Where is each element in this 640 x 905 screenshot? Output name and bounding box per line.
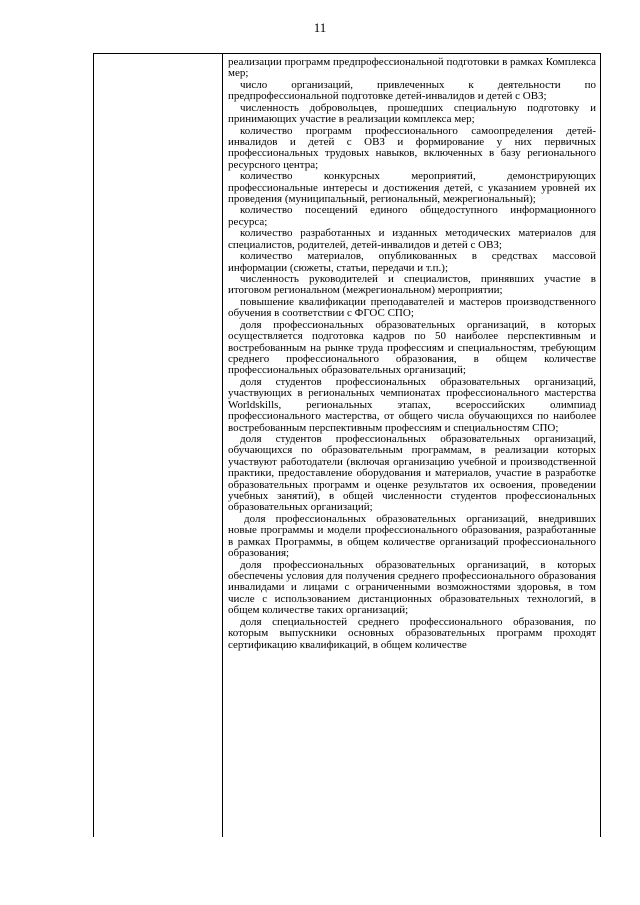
indicator-paragraph: количество посещений единого общедоступного информационного ресурса; — [228, 204, 596, 228]
indicator-paragraph: численность добровольцев, прошедших специальную подготовку и принимающих участие в реализации комплекса мер; — [228, 101, 596, 126]
indicator-paragraph: количество программ профессионального самоопределения детей-инвалидов и детей с ОВЗ и формирование у них первичных профессиональных трудовых навыков, включенных в базу регионального ресурсного центра; — [228, 124, 596, 171]
program-table — [93, 53, 601, 837]
indicator-paragraph: реализации программ предпрофессиональной подготовки в рамках Комплекса мер; — [228, 56, 596, 80]
indicator-paragraph: повышение квалификации преподавателей и мастеров производственного обучения в соответствии с ФГОС СПО; — [228, 295, 596, 320]
table-cell-indicators — [228, 57, 596, 651]
table-cell-left — [94, 54, 222, 837]
indicator-paragraph: количество конкурсных мероприятий, демонстрирующих профессиональные интересы и достижения детей, с указанием уровней их проведения (муниципальный, региональный, межрегиональный); — [228, 170, 596, 206]
indicator-paragraph: доля профессиональных образовательных организаций, внедривших новые программы и модели профессионального образования, разработанные в рамках Программы, в общем количестве организаций профессионального образования; — [228, 512, 596, 560]
indicator-paragraph: количество материалов, опубликованных в средствах массовой информации (сюжеты, статьи, передачи и т.п.); — [228, 250, 596, 274]
column-divider — [222, 54, 223, 837]
indicator-paragraph: численность руководителей и специалистов, принявших участие в итоговом региональном (межрегиональном) мероприятии; — [228, 273, 596, 297]
indicator-paragraph: доля профессиональных образовательных организаций, в которых обеспечены условия для получения среднего профессионального образования инвалидами и лицами с ограниченными возможностями здоровья, в том числе с использованием дистанционных образовательных технологий, в общем количестве таких организаций; — [228, 558, 596, 617]
page-number: 11 — [313, 20, 327, 35]
indicator-paragraph: число организаций, привлеченных к деятельности по предпрофессиональной подготовке детей-инвалидов и детей с ОВЗ; — [228, 78, 596, 103]
indicator-paragraph: доля студентов профессиональных образовательных организаций, участвующих в региональных чемпионатах профессионального мастерства Worldskills, региональных этапах, всероссийских олимпиад профессионального мастерства, от общего числа обучающихся по наиболее востребованным перспективным профессиям и специальностям СПО; — [228, 375, 596, 434]
indicator-paragraph: доля студентов профессиональных образовательных организаций, обучающихся по образовательным программам, в реализации которых участвуют работодатели (включая организацию учебной и производственной практики, предоставление оборудования и материалов, участие в разработке образовательных программ и оценке результатов их освоения, проведении учебных занятий), в общей численности студентов профессиональных образовательных организаций; — [228, 432, 596, 514]
indicator-paragraph: доля специальностей среднего профессионального образования, по которым выпускники основных образовательных программ проходят сертификацию квалификаций, в общем количестве — [228, 615, 596, 651]
indicator-paragraph: количество разработанных и изданных методических материалов для специалистов, родителей, детей-инвалидов и детей с ОВЗ; — [228, 227, 596, 251]
indicator-paragraph: доля профессиональных образовательных организаций, в которых осуществляется подготовка кадров по 50 наиболее перспективным и востребованным на рынке труда профессиям и специальностям, требующим среднего профессионального образования, в общем количестве профессиональных образовательных организаций; — [228, 318, 596, 377]
